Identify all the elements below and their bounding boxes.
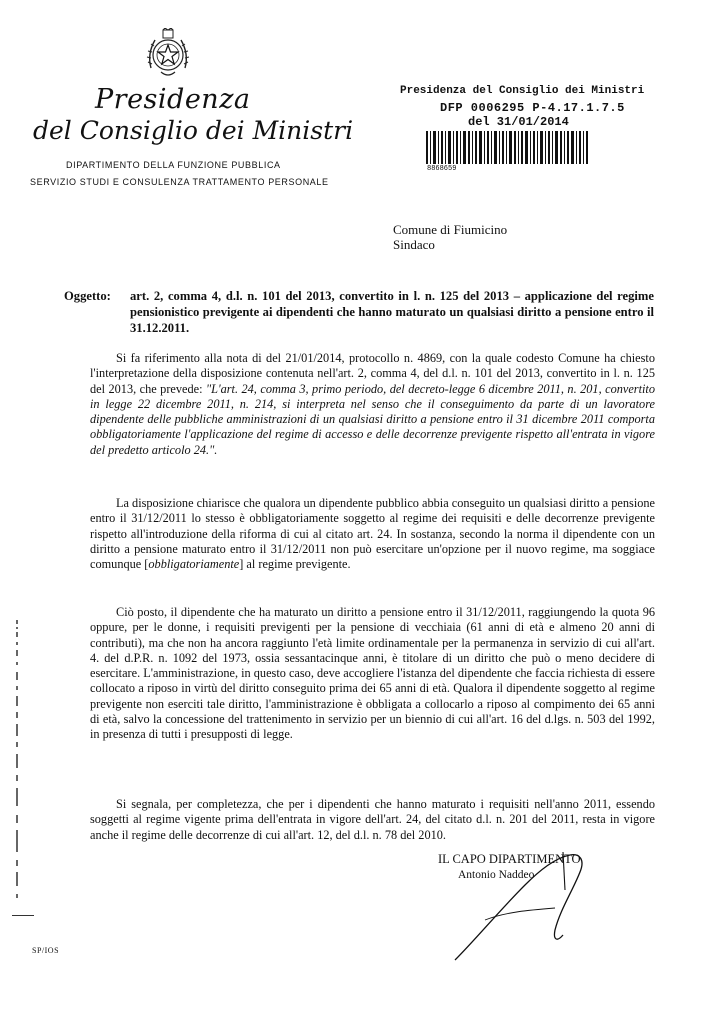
paragraph-3 — [90, 605, 655, 743]
margin-divider — [12, 915, 34, 916]
reference-code: SP/IOS — [32, 946, 60, 955]
stamp-protocol: DFP 0006295 P-4.17.1.7.5 — [440, 101, 625, 115]
subject-text: art. 2, comma 4, d.l. n. 101 del 2013, convertito in l. n. 125 del 2013 – applicazione del regime pensionistico previgente ai dipendenti che hanno maturato un qualsiasi diritto a pensione entro il 31.12.2011. — [130, 289, 654, 335]
paragraph-4 — [90, 797, 655, 843]
paragraph-1-intro: Si fa riferimento alla nota di del 21/01/2014, protocollo n. 4869, con la quale codesto Comune ha chiesto l'interpretazione della disposizione contenuta nell'art. 2, comma 4, del d.l. n. 101 del 2013, convertito in l. n. 125 del 2013, che prevede: — [90, 351, 655, 396]
paragraph-2-part-b: ] al regime previgente. — [239, 557, 351, 572]
stamp-office: Presidenza del Consiglio dei Ministri — [400, 85, 645, 97]
paragraph-4-text: Si segnala, per completezza, che per i dipendenti che hanno maturato i requisiti nell'anno 2011, essendo soggetti al regime vigente prima dell'entrata in vigore dell'art. 24, del citato d.l. n. 201 del 2011, resta in vigore anche il regime delle decorrenze di cui all'art. 12, del d.l. n. 78 del 2010. — [90, 797, 655, 842]
barcode-icon — [426, 131, 588, 164]
department-name: DIPARTIMENTO DELLA FUNZIONE PUBBLICA — [66, 160, 281, 170]
subject-label: Oggetto: — [64, 289, 111, 303]
margin-print-marks-icon — [8, 620, 28, 920]
recipient-role: Sindaco — [393, 237, 435, 252]
paragraph-2-italic: obbligatoriamente — [148, 557, 240, 572]
paragraph-3-text: Ciò posto, il dipendente che ha maturato un diritto a pensione entro il 31/12/2011, raggiungendo la quota 96 oppure, per le donne, i requisiti previgenti per la pensione di vecchiaia (61 anni di età e almeno 20 anni di contributi), ma che non ha ancora raggiunto l'età limite ordinamentale per la permanenza in servizio di cui all'art. 4. del d.P.R. n. 1092 del 1973, ossia sessantacinque anni, è titolare di un diritto che può o meno decidere di esercitare. L'amministrazione, in questo caso, deve accogliere l'istanza del dipendente che faccia richiesta di essere collocato a riposo in virtù del diritto conseguito prima dei 65 anni di età. Qualora il dipendente soggetto al regime previgente non eserciti tale diritto, l'amministrazione è obbligata a collocarlo a riposo al compimento dei 65 anni di età, salvo la concessione del trattenimento in servizio per un biennio di cui all'art. 16 del d.lgs. n. 503 del 1992, in presenza di tutti i presupposti di legge. — [90, 605, 655, 742]
letterhead-script-consiglio: del Consiglio dei Ministri — [33, 116, 354, 145]
paragraph-1 — [90, 351, 655, 458]
signature-name: Antonio Naddeo — [458, 869, 535, 881]
italian-emblem-icon — [143, 28, 193, 82]
paragraph-2-part-a: La disposizione chiarisce che qualora un dipendente pubblico abbia conseguito un qualsiasi diritto a pensione entro il 31/12/2011 lo stesso è obbligatoriamente soggetto al regime dei requisiti e delle decorrenze previgente rispetto all'introduzione della riforma di cui al citato art. 24. In sostanza, secondo la norma il dipendente con un diritto a pensione maturato entro il 31/12/2011 non può esercitare un'opzione per il nuovo regime, ma soggiace comunque [ — [90, 496, 655, 572]
paragraph-1-quote: "L'art. 24, comma 3, primo periodo, del decreto-legge 6 dicembre 2011, n. 201, convertito in legge 22 dicembre 2011, n. 214, si interpreta nel senso che il conseguimento da parte di un lavoratore dipendente delle pubbliche amministrazioni di un qualsiasi diritto a pensione entro il 31 dicembre 2011 comporta obbligatoriamente l'applicazione del regime di accesso e delle decorrenze previgente rispetto all'entrata in vigore del predetto articolo 24.". — [90, 381, 655, 457]
handwritten-signature-icon — [445, 850, 625, 970]
paragraph-2 — [90, 496, 655, 572]
stamp-date: del 31/01/2014 — [468, 115, 569, 129]
recipient-name: Comune di Fiumicino — [393, 222, 508, 237]
subject-block — [64, 288, 654, 336]
signature-title: IL CAPO DIPARTIMENTO — [438, 852, 581, 866]
service-name: SERVIZIO STUDI E CONSULENZA TRATTAMENTO PERSONALE — [30, 177, 329, 187]
barcode-number: 8868659 — [427, 165, 457, 173]
letterhead-script-presidenza: Presidenza — [95, 84, 251, 115]
